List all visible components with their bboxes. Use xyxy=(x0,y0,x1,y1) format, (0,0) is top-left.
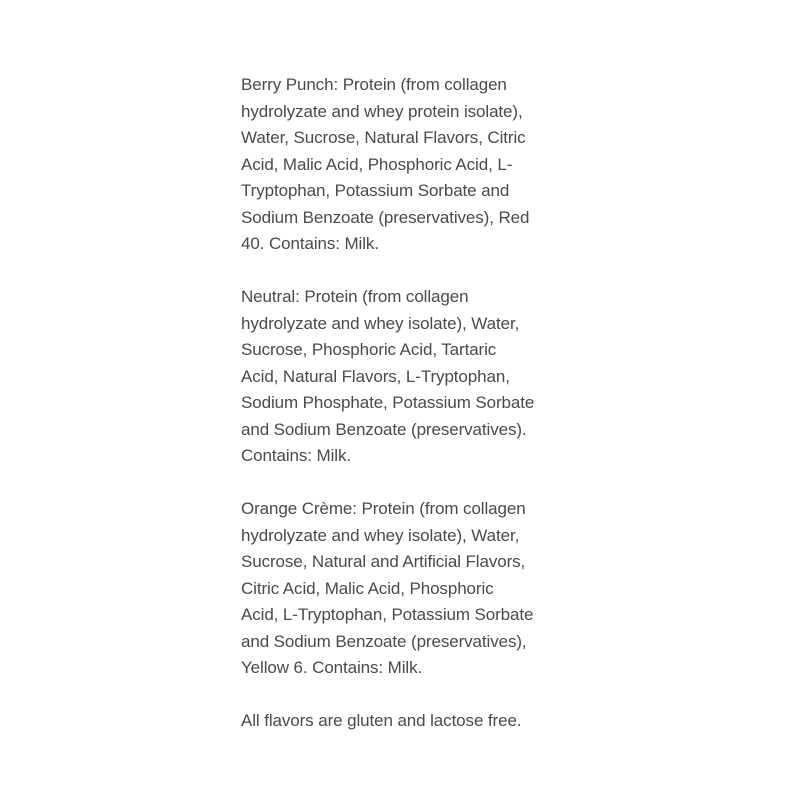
berry-punch-line: Berry Punch: Protein (from collagen xyxy=(241,75,507,94)
orange-creme-line: Orange Crème: Protein (from collagen xyxy=(241,499,526,518)
berry-punch-line: hydrolyzate and whey protein isolate), xyxy=(241,101,523,121)
berry-punch-line: Acid, Malic Acid, Phosphoric Acid, L- xyxy=(241,154,513,174)
orange-creme-line: Acid, L-Tryptophan, Potassium Sorbate xyxy=(241,605,534,624)
berry-punch-line: Sodium Benzoate (preservatives), Red xyxy=(241,207,530,227)
orange-creme-line: hydrolyzate and whey isolate), Water, xyxy=(241,525,520,545)
allergen-footer-note xyxy=(241,708,571,735)
orange-creme-line: and Sodium Benzoate (preservatives), xyxy=(241,631,527,651)
berry-punch-ingredients xyxy=(241,72,571,258)
neutral-line: Acid, Natural Flavors, L-Tryptophan, xyxy=(241,366,510,386)
neutral-line: Sodium Phosphate, Potassium Sorbate xyxy=(241,393,535,412)
orange-creme-line: Sucrose, Natural and Artificial Flavors, xyxy=(241,552,526,571)
footer-note-line: All flavors are gluten and lactose free. xyxy=(241,711,522,730)
neutral-line: Contains: Milk. xyxy=(241,446,351,465)
neutral-line: hydrolyzate and whey isolate), Water, xyxy=(241,313,520,333)
orange-creme-line: Citric Acid, Malic Acid, Phosphoric xyxy=(241,578,494,598)
orange-creme-line: Yellow 6. Contains: Milk. xyxy=(241,658,423,677)
neutral-line: and Sodium Benzoate (preservatives). xyxy=(241,419,527,439)
berry-punch-line: Water, Sucrose, Natural Flavors, Citric xyxy=(241,128,526,147)
neutral-line: Neutral: Protein (from collagen xyxy=(241,287,469,306)
neutral-ingredients xyxy=(241,284,571,470)
ingredients-text-block xyxy=(241,72,571,735)
orange-creme-ingredients xyxy=(241,496,571,682)
berry-punch-line: 40. Contains: Milk. xyxy=(241,234,379,253)
berry-punch-line: Tryptophan, Potassium Sorbate and xyxy=(241,181,510,200)
neutral-line: Sucrose, Phosphoric Acid, Tartaric xyxy=(241,340,497,359)
